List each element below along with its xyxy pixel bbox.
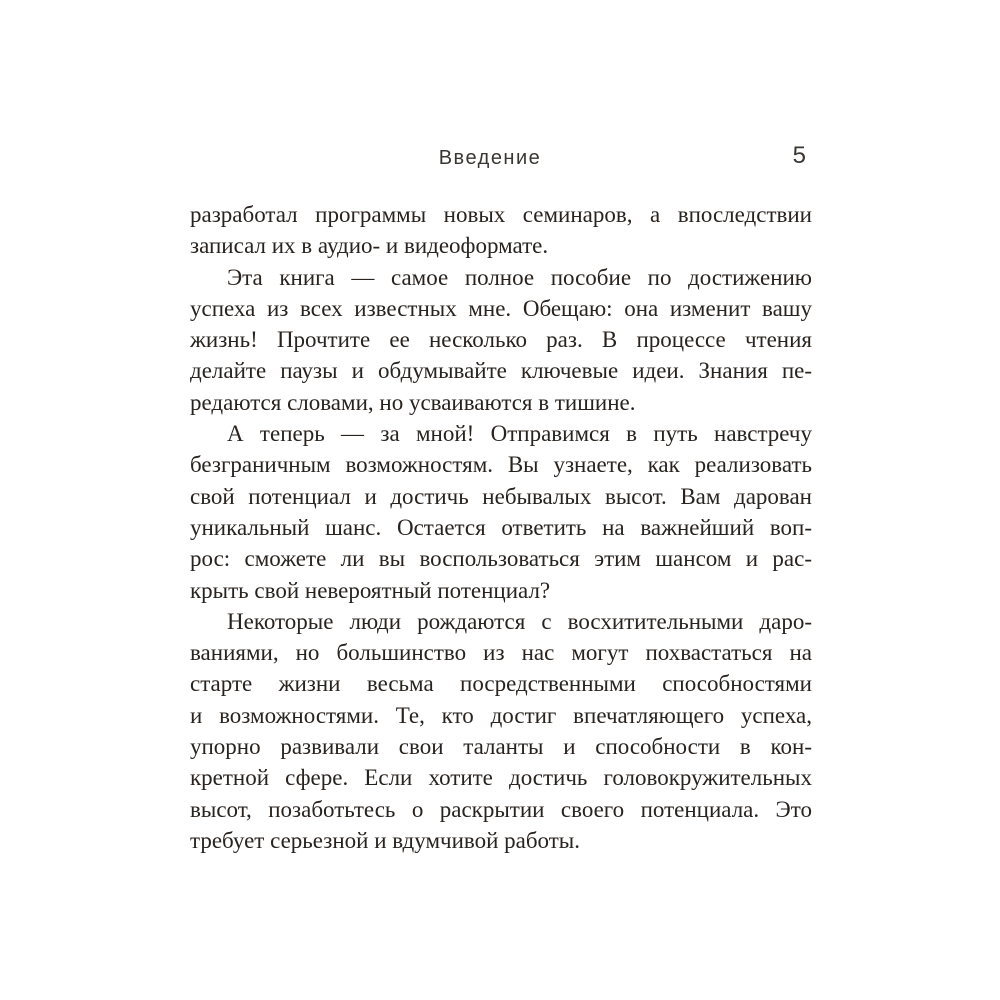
text-line: высот, позаботьтесь о раскрытии своего потенциала. Это	[190, 796, 812, 822]
text-line: уникальный шанс. Остается ответить на важнейший воп-	[190, 514, 812, 540]
text-line: Некоторые люди рождаются с восхитительными даро-	[227, 608, 812, 634]
text-line: ваниями, но большинство из нас могут похвастаться на	[190, 640, 812, 666]
text-line: и возможностями. Те, кто достиг впечатляющего успеха,	[190, 702, 812, 728]
text-line: Эта книга — самое полное пособие по достижению	[227, 264, 812, 290]
text-line: А теперь — за мной! Отправимся в путь навстречу	[227, 421, 812, 447]
running-header	[190, 142, 812, 169]
paragraph	[190, 199, 812, 262]
text-line: успеха из всех известных мне. Обещаю: она изменит вашу	[190, 295, 812, 321]
body-text	[190, 199, 812, 856]
text-line: упорно развивали свои таланты и способности в кон-	[190, 734, 812, 760]
text-line: жизнь! Прочтите ее несколько раз. В процессе чтения	[190, 327, 812, 353]
paragraph	[190, 418, 812, 606]
paragraph	[190, 606, 812, 856]
page-number: 5	[792, 142, 806, 169]
text-line: рос: сможете ли вы воспользоваться этим шансом и рас-	[190, 546, 812, 572]
text-line: свой потенциал и достичь небывалых высот. Вам дарован	[190, 483, 812, 509]
text-line: требует серьезной и вдумчивой работы.	[190, 827, 581, 853]
text-line: безграничным возможностям. Вы узнаете, как реализовать	[190, 452, 812, 478]
text-line: крыть свой невероятный потенциал?	[190, 577, 551, 603]
paragraph	[190, 262, 812, 418]
text-line: редаются словами, но усваиваются в тишине.	[190, 389, 636, 415]
text-line: старте жизни весьма посредственными способностями	[190, 671, 812, 697]
text-line: записал их в аудио- и видеоформате.	[190, 233, 549, 259]
text-line: кретной сфере. Если хотите достичь головокружительных	[190, 765, 812, 791]
text-line: разработал программы новых семинаров, а впоследствии	[190, 202, 812, 227]
chapter-title: Введение	[438, 147, 542, 169]
text-line: делайте паузы и обдумывайте ключевые идеи. Знания пе-	[190, 358, 812, 384]
